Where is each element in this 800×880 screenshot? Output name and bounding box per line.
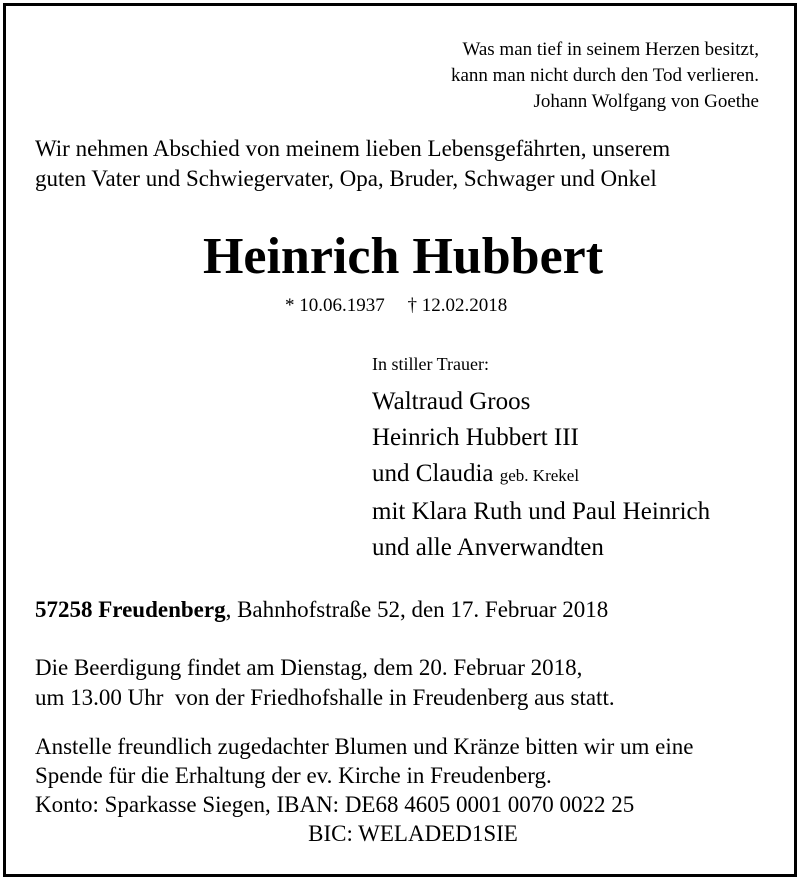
mourner-line-5: und alle Anverwandten — [372, 534, 604, 561]
quote-line-2: kann man nicht durch den Tod verlieren. — [450, 65, 759, 86]
funeral-info — [35, 653, 615, 713]
mourners-list — [372, 384, 710, 566]
obituary-notice — [3, 3, 797, 877]
funeral-line-1: Die Beerdigung findet am Dienstag, dem 20. Februar 2018, — [35, 655, 583, 680]
mourning-label: In stiller Trauer: — [372, 354, 489, 374]
birth-date: * 10.06.1937 — [285, 295, 385, 316]
goethe-quote — [451, 37, 759, 115]
funeral-line-2: um 13.00 Uhr von der Friedhofshalle in Freudenberg aus statt. — [35, 685, 615, 710]
address-rest: , Bahnhofstraße 52, den 17. Februar 2018 — [225, 597, 609, 622]
intro-line-2: guten Vater und Schwiegervater, Opa, Bruder, Schwager und Onkel — [35, 166, 657, 191]
mourner-line-3 — [372, 456, 710, 494]
donation-info — [35, 732, 693, 819]
quote-author: Johann Wolfgang von Goethe — [533, 91, 759, 112]
mourner-line-3-name: und Claudia — [372, 460, 494, 487]
address-place: 57258 Freudenberg — [35, 597, 226, 622]
deceased-name: Heinrich Hubbert — [202, 228, 604, 285]
intro-text — [35, 134, 670, 194]
mourner-line-4: mit Klara Ruth und Paul Heinrich — [372, 498, 711, 525]
mourner-line-2: Heinrich Hubbert III — [372, 424, 579, 451]
intro-line-1: Wir nehmen Abschied von meinem lieben Lebensgefährten, unserem — [35, 136, 671, 161]
donation-line-1: Anstelle freundlich zugedachter Blumen und Kränze bitten wir um eine — [35, 734, 694, 759]
bank-bic: BIC: WELADED1SIE — [308, 821, 518, 846]
life-dates — [285, 294, 507, 318]
bank-account: Konto: Sparkasse Siegen, IBAN: DE68 4605 0001 0070 0022 25 — [35, 792, 635, 817]
quote-line-1: Was man tief in seinem Herzen besitzt, — [462, 39, 759, 60]
mourner-line-1: Waltraud Groos — [372, 388, 531, 415]
maiden-name-note: geb. Krekel — [499, 466, 580, 485]
death-date: † 12.02.2018 — [407, 295, 508, 316]
address-line — [35, 595, 608, 625]
donation-line-2: Spende für die Erhaltung der ev. Kirche in Freudenberg. — [35, 763, 552, 788]
